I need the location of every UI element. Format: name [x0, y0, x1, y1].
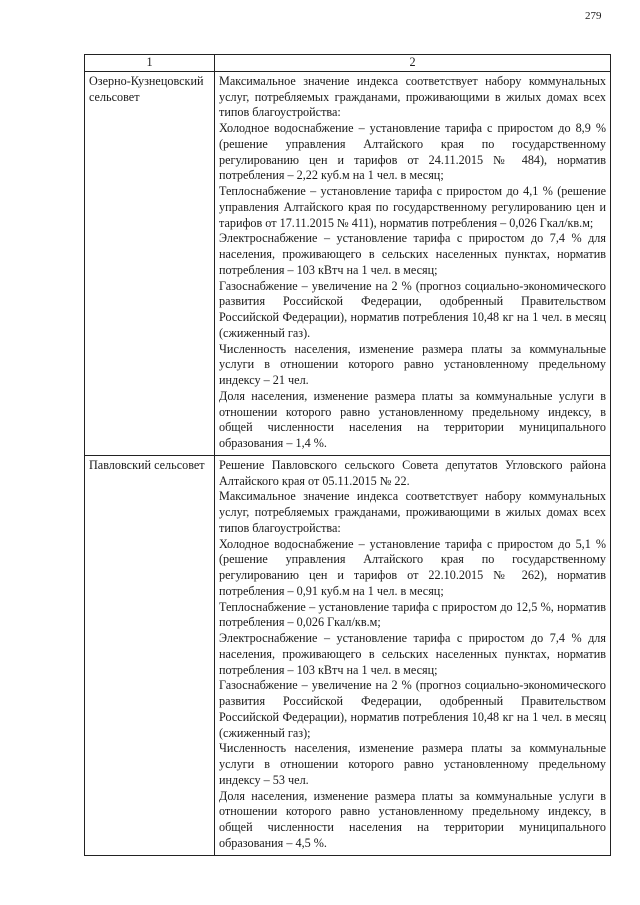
municipality-name: Павловский сельсовет — [89, 457, 205, 472]
column-number-1: 1 — [85, 55, 215, 72]
table-header-row — [85, 55, 611, 72]
paragraph: Теплоснабжение – установление тарифа с приростом до 4,1 % (решение управления Алтайского края по государственному регулированию цен и тарифов от 17.11.2015 № 411), норматив потребления – 0,026 Гкал/кв.м; — [219, 184, 606, 230]
page-number: 279 — [585, 10, 602, 22]
paragraph: Электроснабжение – установление тарифа с приростом до 7,4 % для населения, проживающего в сельских населенных пунктах, норматив потребления – 103 кВтч на 1 чел. в месяц; — [219, 631, 606, 677]
table-row — [85, 455, 611, 855]
paragraph: Холодное водоснабжение – установление тарифа с приростом до 8,9 % (решение управления Алтайского края по государственному регулированию цен и тарифов от 24.11.2015 № 484), норматив потребления – 2,22 куб.м на 1 чел. в месяц; — [219, 121, 606, 183]
column-number-2: 2 — [215, 55, 611, 72]
document-table — [84, 54, 611, 856]
paragraph: Газоснабжение – увеличение на 2 % (прогноз социально-экономического развития Российской Федерации, одобренный Правительством Российской Федерации), норматив потребления 10,48 кг на 1 чел. в месяц (сжиженный газ). — [219, 278, 606, 340]
paragraph: Численность населения, изменение размера платы за коммунальные услуги в отношении которого равно установленному предельному индексу – 21 чел. — [219, 341, 606, 387]
description-cell — [215, 71, 611, 455]
paragraph: Максимальное значение индекса соответствует набору коммунальных услуг, потребляемых гражданами, проживающими в жилых домах всех типов благоустройства: — [219, 489, 606, 535]
paragraph: Электроснабжение – установление тарифа с приростом до 7,4 % для населения, проживающего в сельских населенных пунктах, норматив потребления – 103 кВтч на 1 чел. в месяц; — [219, 231, 606, 277]
municipality-name-cell — [85, 455, 215, 855]
paragraph: Решение Павловского сельского Совета депутатов Угловского района Алтайского края от 05.11.2015 № 22. — [219, 457, 606, 488]
paragraph: Теплоснабжение – установление тарифа с приростом до 12,5 %, норматив потребления – 0,026 Гкал/кв.м; — [219, 599, 606, 630]
paragraph: Доля населения, изменение размера платы за коммунальные услуги в отношении которого равно установленному предельному индексу, в общей численности населения на территории муниципального образования – 4,5 %. — [219, 788, 606, 850]
description-cell — [215, 455, 611, 855]
table-row — [85, 71, 611, 455]
paragraph: Максимальное значение индекса соответствует набору коммунальных услуг, потребляемых гражданами, проживающими в жилых домах всех типов благоустройства: — [219, 73, 606, 120]
paragraph: Холодное водоснабжение – установление тарифа с приростом до 5,1 % (решение управления Алтайского края по государственному регулированию цен и тарифов от 22.10.2015 № 262), норматив потребления – 0,91 куб.м на 1 чел. в месяц; — [219, 536, 606, 598]
municipality-name-cell — [85, 71, 215, 455]
paragraph: Доля населения, изменение размера платы за коммунальные услуги в отношении которого равно установленному предельному индексу, в общей численности населения на территории муниципального образования – 1,4 %. — [219, 388, 606, 450]
paragraph: Газоснабжение – увеличение на 2 % (прогноз социально-экономического развития Российской Федерации, одобренный Правительством Российской Федерации), норматив потребления 10,48 кг на 1 чел. в месяц (сжиженный газ); — [219, 678, 606, 740]
paragraph: Численность населения, изменение размера платы за коммунальные услуги в отношении которого равно установленному предельному индексу – 53 чел. — [219, 741, 606, 787]
municipality-name: Озерно-Кузнецовский сельсовет — [89, 73, 204, 104]
